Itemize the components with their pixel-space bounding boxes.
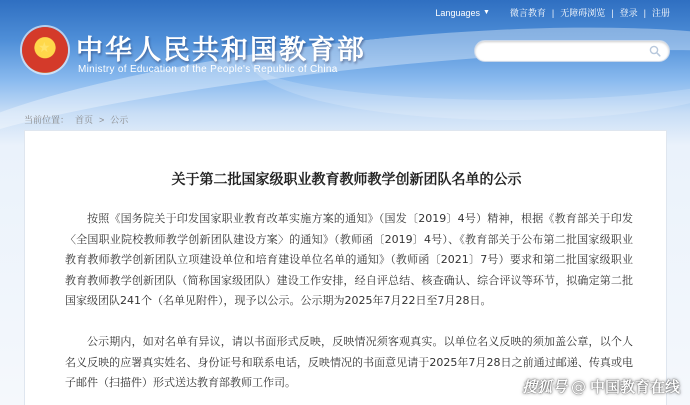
- article-paragraph-2: 公示期内，如对名单有异议，请以书面形式反映，反映情况须客观真实。以单位名义反映的须加盖公章，以个人名义反映的应署真实姓名、身份证号和联系电话，反映情况的书面意见请于2025年7月28日之前通过邮递、传真或电子邮件（扫描件）形式送达教育部教师工作司。: [65, 335, 633, 389]
- article-paragraph-1: 按照《国务院关于印发国家职业教育改革实施方案的通知》（国发〔2019〕4号）精神，根据《教育部关于印发〈全国职业院校教师教学创新团队建设方案〉的通知》（教师函〔2019〕4号）、《教育部关于公布第二批国家级职业教育教师教学创新团队立项建设单位和培育建设单位名单的通知》（教师函〔2021〕7号）要求和第二批国家级职业教育教师教学创新团队（简称国家级团队）建设工作安排，经自评总结、核查确认、综合评议等环节，拟确定第二批国家级团队241个（名单见附件），现予以公示。公示期为2025年7月22日至7月28日。: [65, 212, 633, 307]
- accessibility-link[interactable]: 无障碍浏览: [560, 8, 606, 18]
- breadcrumb: [24, 113, 128, 126]
- breadcrumb-notice-link[interactable]: 公示: [110, 115, 129, 125]
- languages-label: Languages: [435, 7, 480, 18]
- breadcrumb-label: 当前位置：: [24, 115, 70, 125]
- watermark: [522, 376, 680, 397]
- breadcrumb-separator: >: [99, 114, 105, 125]
- site-name-cn[interactable]: 中华人民共和国教育部: [76, 35, 366, 66]
- watermark-at: @: [570, 377, 586, 396]
- weiyan-education-link[interactable]: 微言教育: [509, 8, 546, 18]
- national-emblem-logo[interactable]: [22, 27, 68, 73]
- breadcrumb-home-link[interactable]: 首页: [75, 115, 94, 125]
- divider: |: [611, 7, 614, 18]
- divider: |: [551, 7, 555, 18]
- register-link[interactable]: 注册: [651, 8, 670, 18]
- chevron-down-icon: ▼: [482, 9, 490, 16]
- article-title: 关于第二批国家级职业教育教师教学创新团队名单的公示: [171, 172, 522, 188]
- article-card: [24, 130, 667, 405]
- languages-dropdown[interactable]: [435, 8, 489, 18]
- login-link[interactable]: 登录: [619, 8, 638, 18]
- search-input[interactable]: [474, 40, 670, 62]
- watermark-name: 中国教育在线: [589, 378, 680, 396]
- search-icon[interactable]: [649, 45, 661, 57]
- divider: |: [643, 7, 646, 18]
- site-name-en: Ministry of Education of the People's Republic of China: [78, 64, 338, 75]
- star-icon: ★: [38, 40, 51, 56]
- top-utility-bar: [435, 6, 676, 19]
- site-header: [0, 0, 690, 110]
- watermark-brand: 搜狐号: [521, 378, 567, 396]
